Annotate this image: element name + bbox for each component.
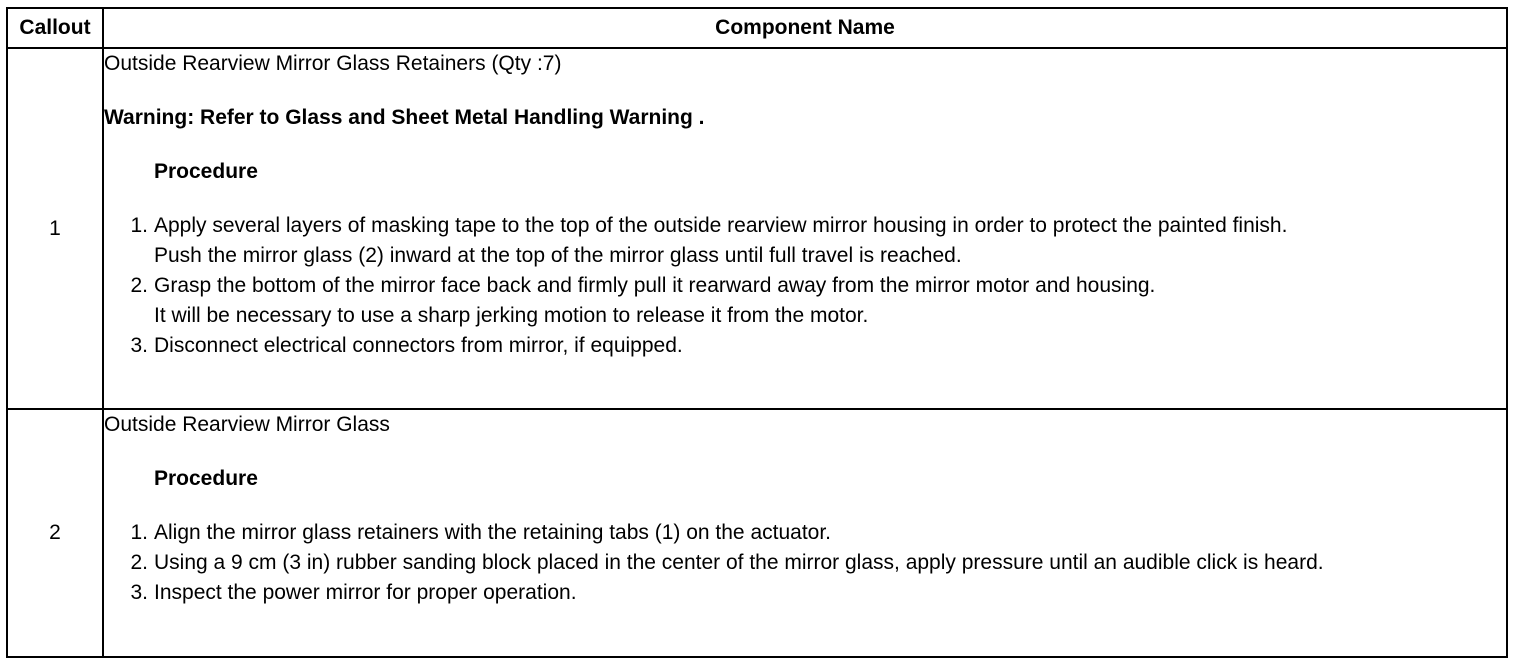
procedure-step xyxy=(104,548,1506,578)
step-number: 3. xyxy=(130,334,148,357)
step-text: Align the mirror glass retainers with the retaining tabs (1) on the actuator. xyxy=(154,521,832,544)
procedure-step xyxy=(104,518,1506,548)
step-note: Push the mirror glass (2) inward at the top of the mirror glass until full travel is reached. xyxy=(154,244,962,267)
procedure-heading: Procedure xyxy=(154,467,258,490)
callout-number: 1 xyxy=(7,48,103,409)
step-text: Disconnect electrical connectors from mirror, if equipped. xyxy=(154,334,683,357)
step-text: Apply several layers of masking tape to the top of the outside rearview mirror housing in order to protect the painted finish. xyxy=(154,214,1288,237)
procedure-step xyxy=(104,331,1506,361)
callout-number: 2 xyxy=(7,409,103,657)
step-number: 3. xyxy=(130,581,148,604)
step-number: 1. xyxy=(130,521,148,544)
callout-table xyxy=(6,7,1508,658)
component-name: Outside Rearview Mirror Glass xyxy=(104,413,390,436)
component-name: Outside Rearview Mirror Glass Retainers (Qty :7) xyxy=(104,52,562,75)
step-text: Grasp the bottom of the mirror face back and firmly pull it rearward away from the mirror motor and housing. xyxy=(154,274,1156,297)
warning-text: Warning: Refer to Glass and Sheet Metal Handling Warning . xyxy=(104,106,705,129)
procedure-steps xyxy=(104,211,1506,361)
procedure-step xyxy=(104,578,1506,608)
procedure-step xyxy=(104,271,1506,331)
step-text: Using a 9 cm (3 in) rubber sanding block placed in the center of the mirror glass, apply pressure until an audible click is heard. xyxy=(154,551,1324,574)
step-note: It will be necessary to use a sharp jerking motion to release it from the motor. xyxy=(154,304,869,327)
step-number: 2. xyxy=(130,274,148,297)
procedure-heading: Procedure xyxy=(154,160,258,183)
component-cell xyxy=(103,48,1507,409)
procedure-step xyxy=(104,211,1506,271)
header-row xyxy=(7,8,1507,48)
callout-column-header: Callout xyxy=(7,8,103,48)
table-row xyxy=(7,48,1507,409)
component-name-column-header: Component Name xyxy=(103,8,1507,48)
step-number: 1. xyxy=(130,214,148,237)
procedure-steps xyxy=(104,518,1506,608)
step-number: 2. xyxy=(130,551,148,574)
step-text: Inspect the power mirror for proper operation. xyxy=(154,581,577,604)
component-cell xyxy=(103,409,1507,657)
table-row xyxy=(7,409,1507,657)
